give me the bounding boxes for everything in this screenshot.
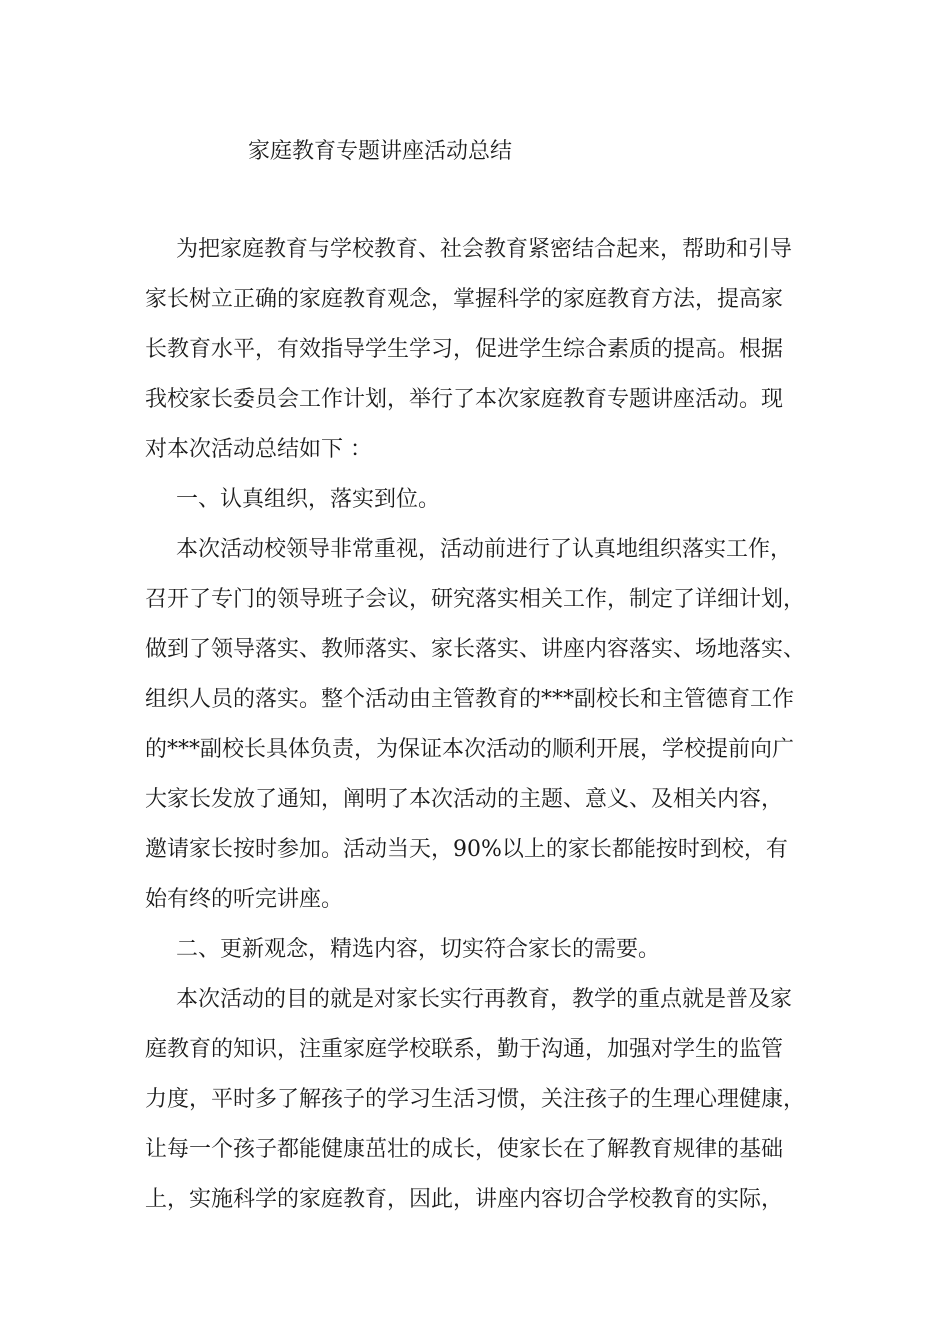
line-text: 本次活动的目的就是对家长实行再教育，教学的重点就是普及家 <box>176 987 793 1012</box>
line-text: 做到了领导落实、教师落实、家长落实、讲座内容落实、场地落实、 <box>145 637 806 662</box>
line-text: 始有终的听完讲座。 <box>145 887 344 912</box>
line-text: 上，实施科学的家庭教育，因此，讲座内容切合学校教育的实际， <box>145 1187 784 1212</box>
section-heading-text: 二、更新观念，精选内容，切实符合家长的需要。 <box>176 937 661 962</box>
line-text: 我校家长委员会工作计划，举行了本次家庭教育专题讲座活动。现 <box>145 387 784 412</box>
document-title: 家庭教育专题讲座活动总结 <box>248 139 513 164</box>
line-text: 邀请家长按时参加。活动当天，90%以上的家长都能按时到校，有 <box>145 837 788 862</box>
line-text: 为把家庭教育与学校教育、社会教育紧密结合起来，帮助和引导 <box>176 237 793 262</box>
section-heading-text: 一、认真组织，落实到位。 <box>176 487 441 512</box>
line-text: 召开了专门的领导班子会议，研究落实相关工作，制定了详细计划， <box>145 587 806 612</box>
line-text: 本次活动校领导非常重视，活动前进行了认真地组织落实工作， <box>176 537 793 562</box>
line-text: 大家长发放了通知，阐明了本次活动的主题、意义、及相关内容， <box>145 787 784 812</box>
line-text: 让每一个孩子都能健康茁壮的成长，使家长在了解教育规律的基础 <box>145 1137 784 1162</box>
line-text: 力度，平时多了解孩子的学习生活习惯，关注孩子的生理心理健康， <box>145 1087 806 1112</box>
line-text: 家长树立正确的家庭教育观念，掌握科学的家庭教育方法，提高家 <box>145 287 784 312</box>
line-text: 的***副校长具体负责，为保证本次活动的顺利开展，学校提前向广 <box>145 737 795 762</box>
line-text: 组织人员的落实。整个活动由主管教育的***副校长和主管德育工作 <box>145 687 795 712</box>
line-text: 长教育水平，有效指导学生学习，促进学生综合素质的提高。根据 <box>145 337 784 362</box>
line-text: 对本次活动总结如下 ： <box>145 437 372 462</box>
line-text: 庭教育的知识，注重家庭学校联系，勤于沟通，加强对学生的监管 <box>145 1037 784 1062</box>
